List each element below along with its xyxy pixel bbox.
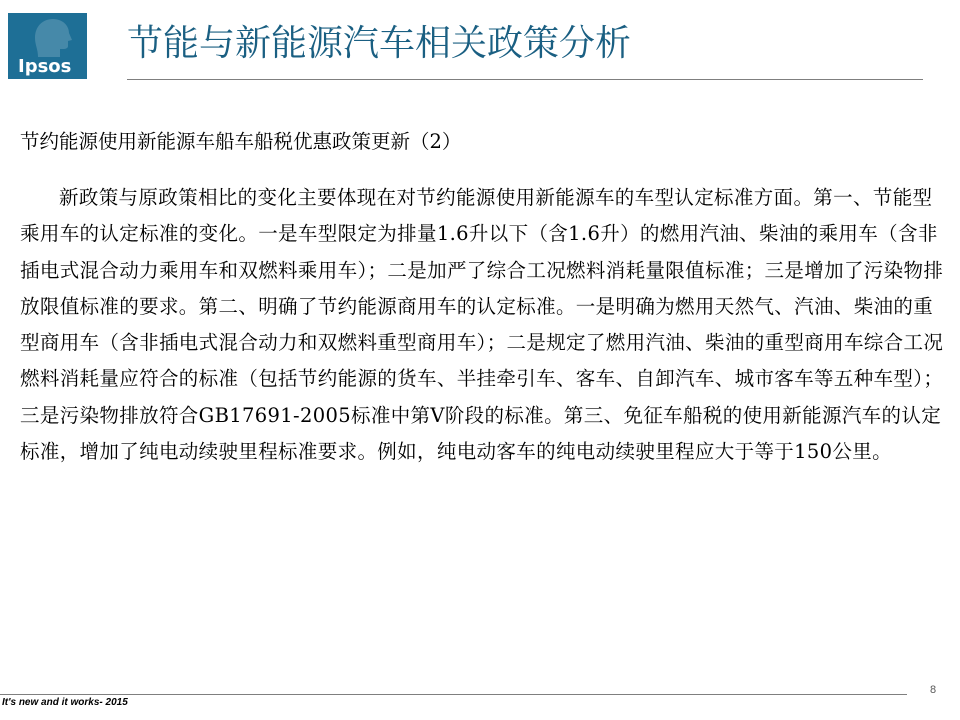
page-number: 8 <box>930 684 937 696</box>
footer-divider <box>0 694 907 695</box>
logo-text: Ipsos <box>18 56 72 77</box>
page-title: 节能与新能源汽车相关政策分析 <box>127 23 632 64</box>
title-divider <box>127 79 923 80</box>
footer-tagline: It's new and it works- 2015 <box>2 697 128 708</box>
body-paragraph: 新政策与原政策相比的变化主要体现在对节约能源使用新能源车的车型认定标准方面。第一、节能型乘用车的认定标准的变化。一是车型限定为排量1.6升以下（含1.6升）的燃用汽油、柴油的乘用车（含非插电式混合动力乘用车和双燃料乘用车）；二是加严了综合工况燃料消耗量限值标准；三是增加了污染物排放限值标准的要求。第二、明确了节约能源商用车的认定标准。一是明确为燃用天然气、汽油、柴油的重型商用车（含非插电式混合动力和双燃料重型商用车）；二是规定了燃用汽油、柴油的重型商用车综合工况燃料消耗量应符合的标准（包括节约能源的货车、半挂牵引车、客车、自卸汽车、城市客车等五种车型）；三是污染物排放符合GB17691-2005标准中第V阶段的标准。第三、免征车船税的使用新能源汽车的认定标准，增加了纯电动续驶里程标准要求。例如，纯电动客车的纯电动续驶里程应大于等于150公里。 <box>20 186 944 464</box>
head-silhouette-icon <box>8 13 87 57</box>
section-subtitle: 节约能源使用新能源车船车船税优惠政策更新（2） <box>20 130 462 153</box>
ipsos-logo <box>8 13 87 79</box>
